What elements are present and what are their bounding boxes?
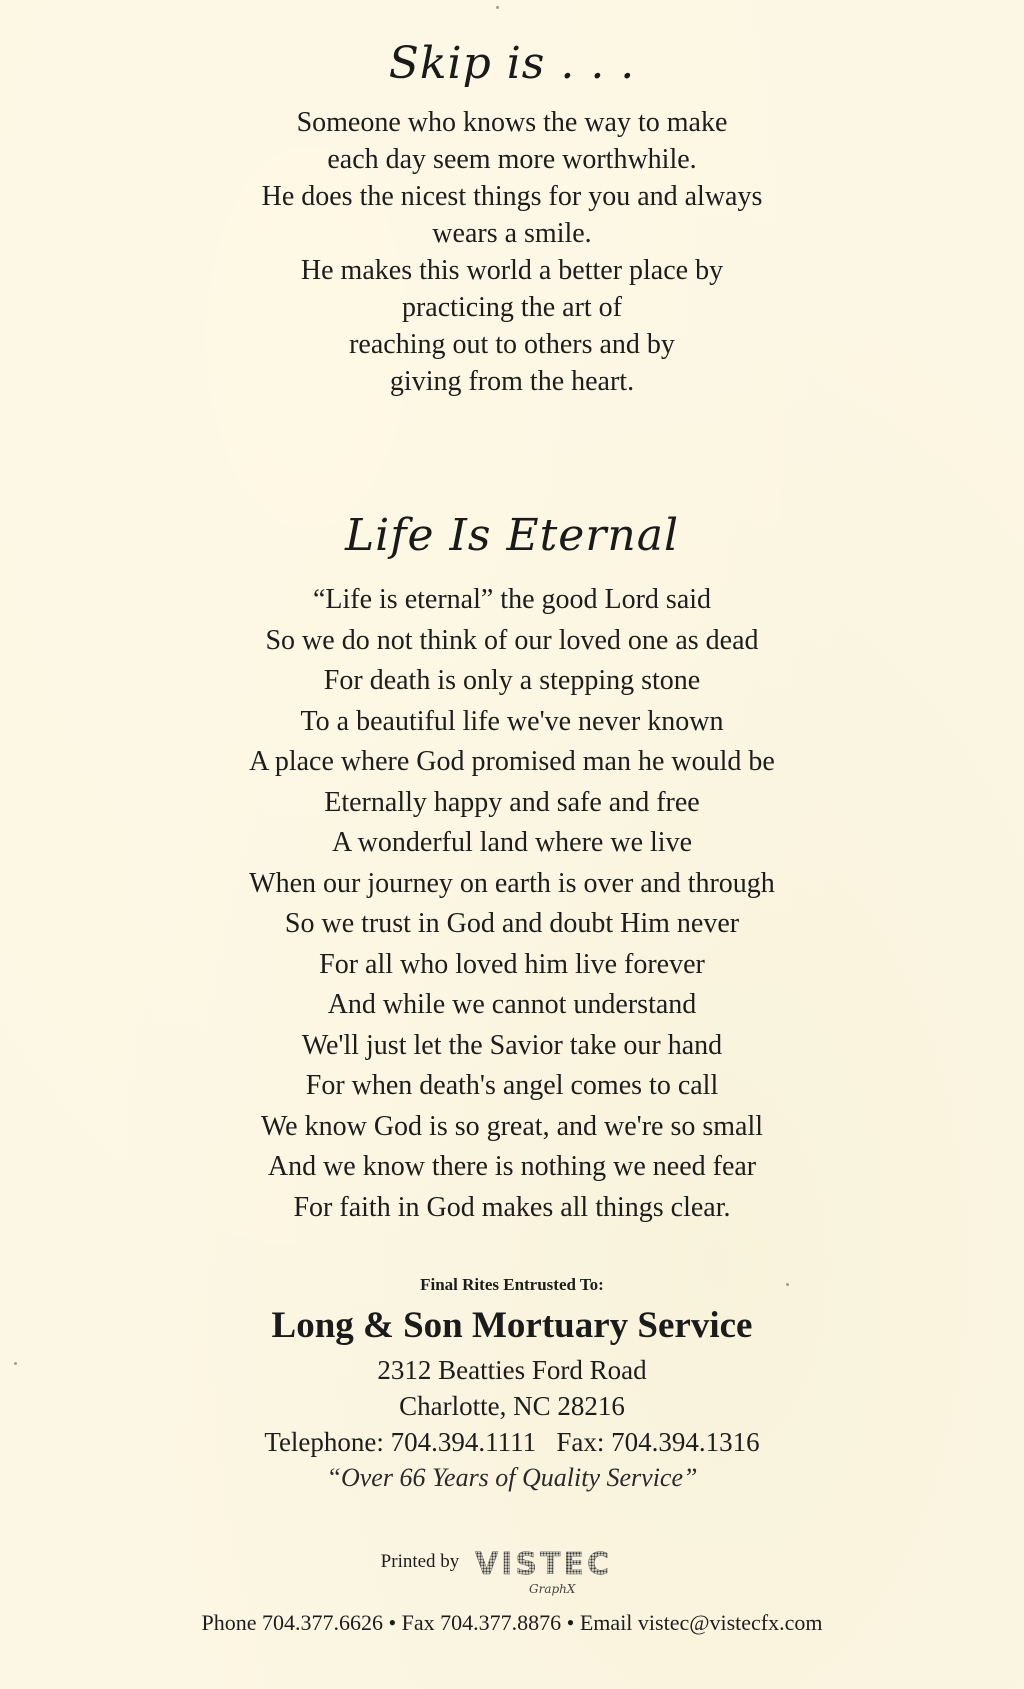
final-rites-label: Final Rites Entrusted To: xyxy=(420,1275,604,1294)
poem-line: practicing the art of xyxy=(401,292,622,323)
poem-line: We'll just let the Savior take our hand xyxy=(301,1029,723,1061)
mortuary-street: 2312 Beatties Ford Road xyxy=(377,1355,647,1385)
poem-line: To a beautiful life we've never known xyxy=(300,705,724,737)
mortuary-phones: Telephone: 704.394.1111 Fax: 704.394.1316 xyxy=(264,1427,760,1457)
poem-line: He makes this world a better place by xyxy=(300,255,724,286)
poem-line: Someone who knows the way to make xyxy=(296,107,728,138)
skip-poem xyxy=(0,104,1024,400)
printed-by-row xyxy=(0,1540,1024,1600)
life-poem xyxy=(0,580,1024,1228)
poem-line: For faith in God makes all things clear. xyxy=(293,1191,731,1223)
poem-line: When our journey on earth is over and through xyxy=(249,867,775,899)
mortuary-address xyxy=(0,1352,1024,1460)
poem-line: A wonderful land where we live xyxy=(332,827,692,858)
poem-line: each day seem more worthwhile. xyxy=(327,144,697,175)
life-title: Life Is Eternal xyxy=(344,510,680,561)
poem-line: reaching out to others and by xyxy=(349,329,675,360)
mortuary-name: Long & Son Mortuary Service xyxy=(271,1305,753,1346)
paper-speck xyxy=(496,6,499,9)
poem-line: “Life is eternal” the good Lord said xyxy=(312,584,712,615)
mortuary-city: Charlotte, NC 28216 xyxy=(399,1391,625,1421)
poem-line: We know God is so great, and we're so small xyxy=(260,1110,764,1142)
poem-line: So we do not think of our loved one as dead xyxy=(265,624,759,656)
vistec-logo-text: VISTEC xyxy=(475,1547,613,1582)
poem-line: For when death's angel comes to call xyxy=(305,1070,719,1101)
poem-line: He does the nicest things for you and always xyxy=(261,181,763,212)
poem-line: For death is only a stepping stone xyxy=(323,665,701,696)
vistec-logo xyxy=(473,1540,643,1598)
printer-contact: Phone 704.377.6626 • Fax 704.377.8876 • Email vistec@vistecfx.com xyxy=(201,1610,823,1635)
printed-by-label: Printed by xyxy=(380,1551,460,1572)
poem-line: For all who loved him live forever xyxy=(319,948,705,980)
poem-line: giving from the heart. xyxy=(389,366,635,397)
poem-line: And we know there is nothing we need fear xyxy=(267,1151,757,1182)
vistec-logo-graphic xyxy=(473,1540,643,1598)
mortuary-tagline: “Over 66 Years of Quality Service” xyxy=(326,1463,698,1492)
poem-line: So we trust in God and doubt Him never xyxy=(284,908,740,939)
poem-line: wears a smile. xyxy=(432,218,592,249)
poem-line: And while we cannot understand xyxy=(327,989,697,1020)
poem-line: Eternally happy and safe and free xyxy=(324,786,700,818)
vistec-logo-subtext: GraphX xyxy=(529,1582,576,1596)
skip-title: Skip is . . . xyxy=(388,38,636,89)
poem-line: A place where God promised man he would be xyxy=(249,746,775,777)
